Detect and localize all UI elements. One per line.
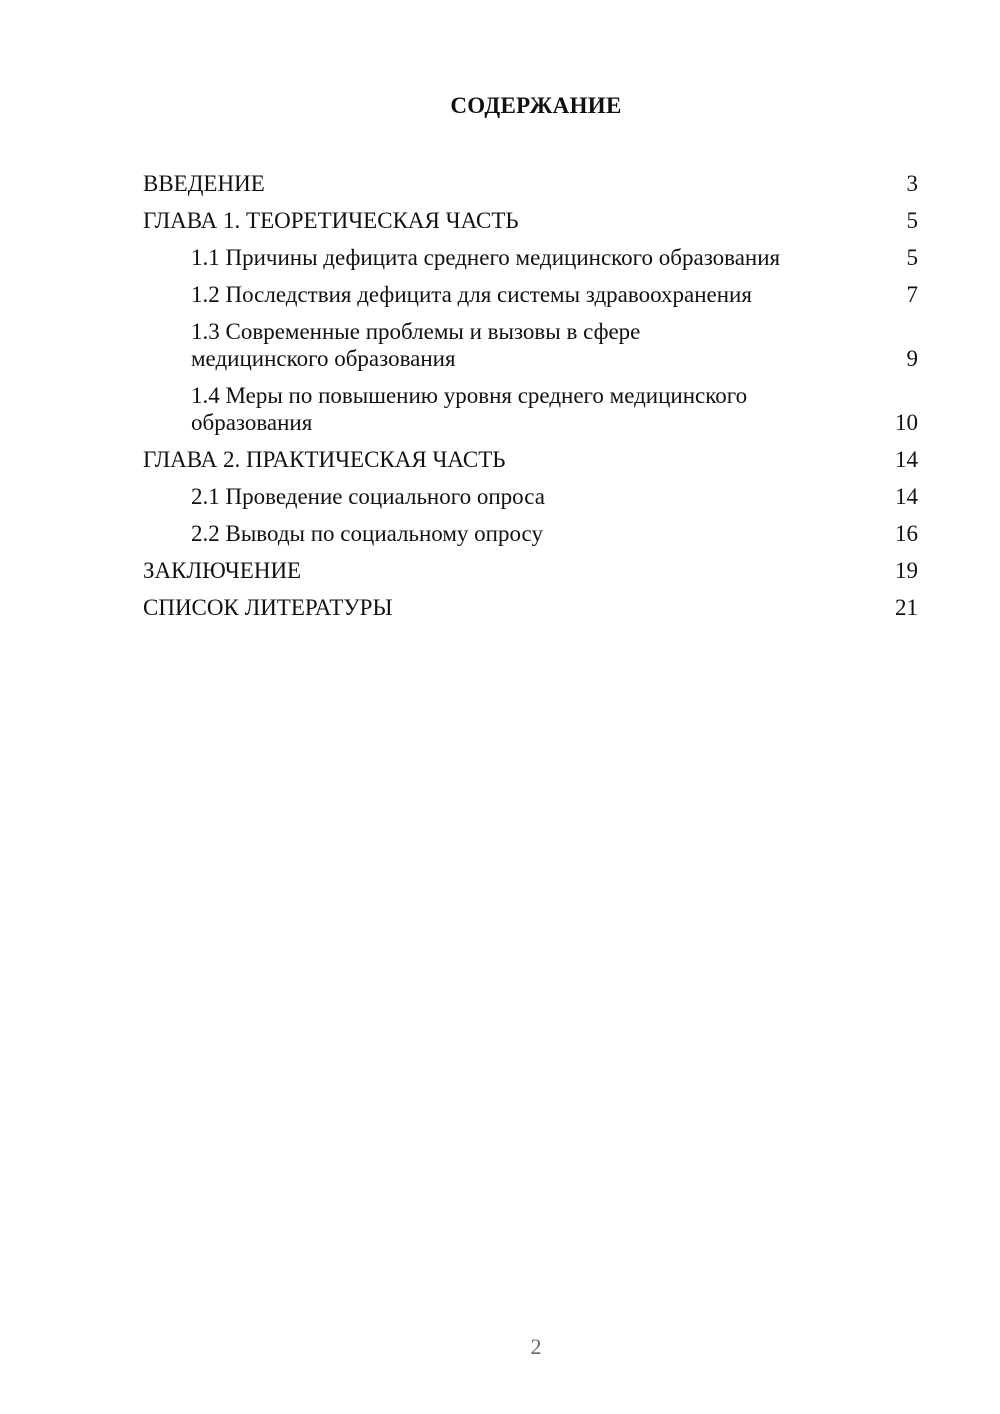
- toc-entry-1-4[interactable]: [143, 382, 918, 436]
- toc-entry-page: 5: [906, 208, 918, 233]
- toc-entry-1-3[interactable]: [143, 318, 918, 372]
- table-of-contents: [143, 170, 918, 631]
- toc-entry-2-2[interactable]: [143, 520, 918, 547]
- toc-entry-1-2[interactable]: [143, 281, 918, 308]
- toc-entry-label: 1.3 Современные проблемы и вызовы в сфере медицинского образования: [191, 319, 641, 371]
- toc-entry-page: 14: [895, 447, 918, 472]
- toc-entry-label: СПИСОК ЛИТЕРАТУРЫ: [143, 595, 393, 620]
- toc-entry-label: ГЛАВА 2. ПРАКТИЧЕСКАЯ ЧАСТЬ: [143, 447, 506, 472]
- toc-entry-conclusion[interactable]: [143, 557, 918, 584]
- toc-entry-page: 21: [895, 595, 918, 620]
- toc-entry-label: 2.2 Выводы по социальному опросу: [191, 521, 543, 546]
- toc-entry-chapter-1[interactable]: [143, 207, 918, 234]
- toc-entry-page: 7: [906, 282, 918, 307]
- toc-entry-label: ЗАКЛЮЧЕНИЕ: [143, 558, 302, 583]
- toc-entry-page: 19: [895, 558, 918, 583]
- toc-entry-page: 3: [906, 171, 918, 196]
- toc-entry-introduction[interactable]: [143, 170, 918, 197]
- toc-entry-page: 14: [895, 484, 918, 509]
- footer-page-number: 2: [530, 1334, 542, 1359]
- toc-entry-2-1[interactable]: [143, 483, 918, 510]
- toc-entry-chapter-2[interactable]: [143, 446, 918, 473]
- toc-entry-label: 1.2 Последствия дефицита для системы здравоохранения: [191, 282, 752, 307]
- toc-entry-label: 2.1 Проведение социального опроса: [191, 484, 545, 509]
- toc-entry-page: 10: [895, 410, 918, 435]
- toc-entry-label: 1.4 Меры по повышению уровня среднего медицинского образования: [191, 383, 748, 435]
- toc-entry-page: 5: [906, 245, 918, 270]
- toc-entry-label: ГЛАВА 1. ТЕОРЕТИЧЕСКАЯ ЧАСТЬ: [143, 208, 519, 233]
- toc-entry-references[interactable]: [143, 594, 918, 621]
- page-title: СОДЕРЖАНИЕ: [450, 93, 622, 118]
- toc-entry-label: 1.1 Причины дефицита среднего медицинского образования: [191, 245, 781, 270]
- toc-entry-1-1[interactable]: [143, 244, 918, 271]
- toc-entry-page: 9: [906, 346, 918, 371]
- toc-entry-label: ВВЕДЕНИЕ: [143, 171, 265, 196]
- toc-entry-page: 16: [895, 521, 918, 546]
